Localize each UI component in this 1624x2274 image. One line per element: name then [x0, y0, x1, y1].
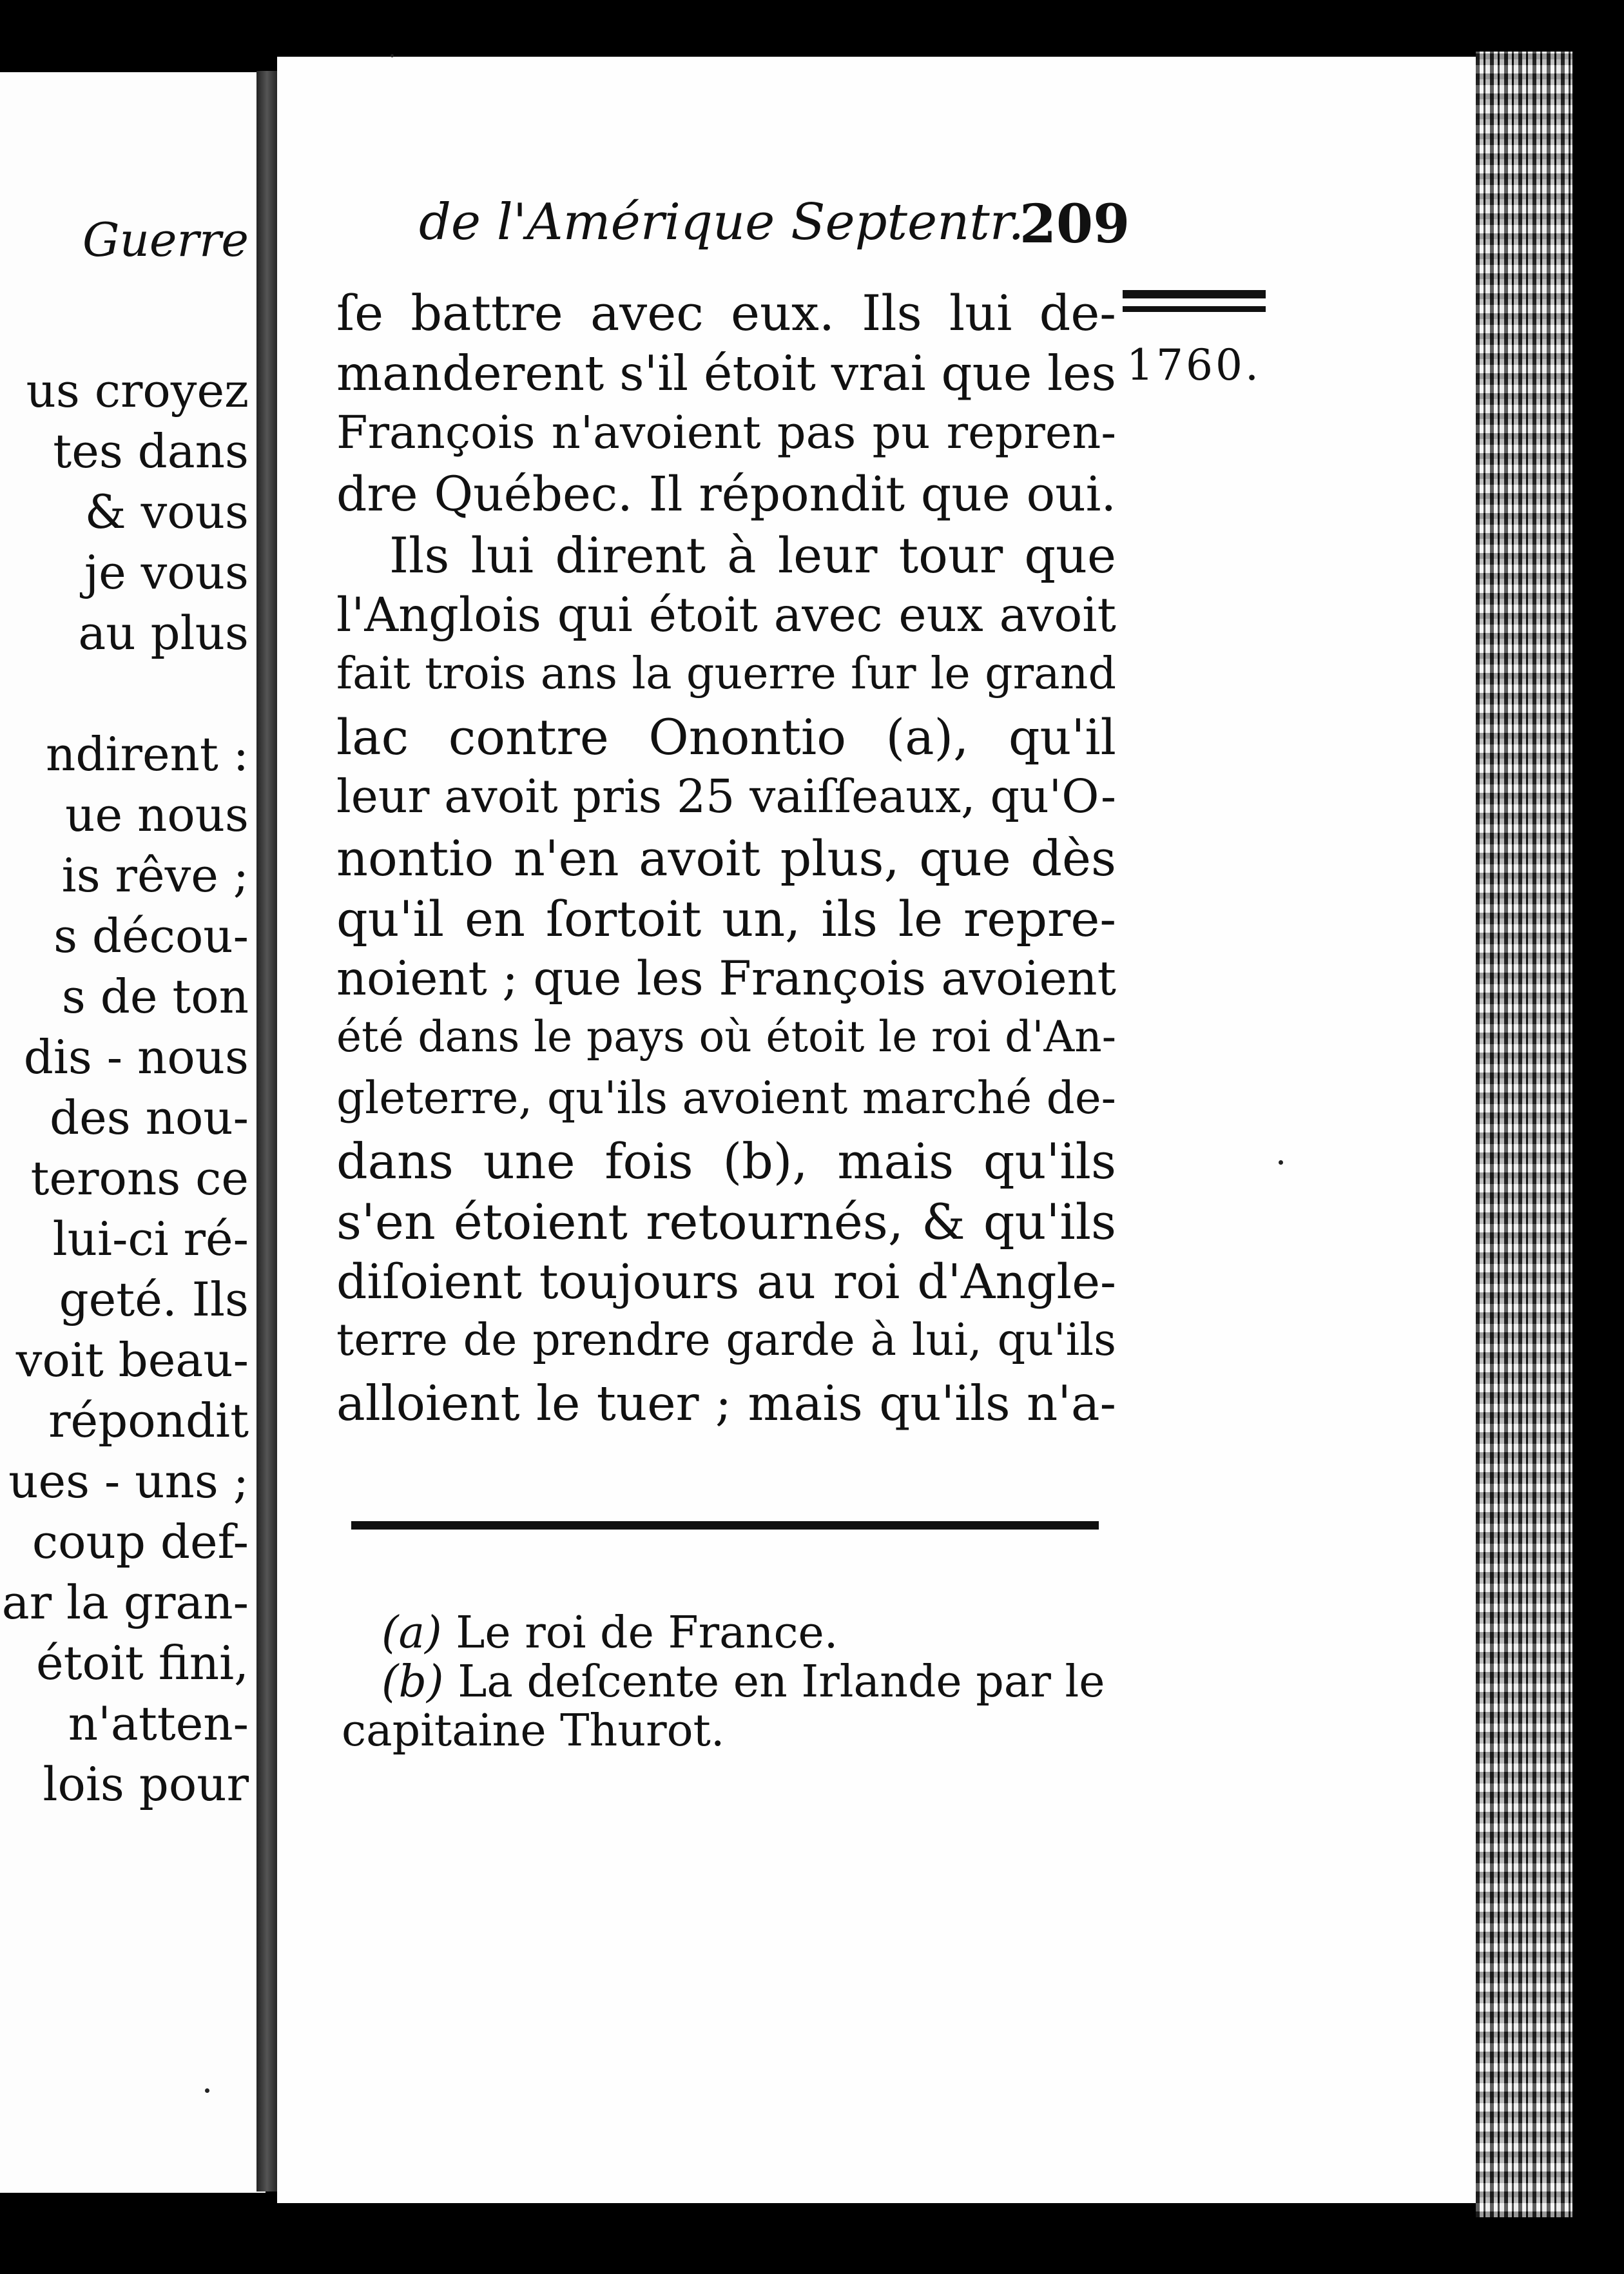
left-page-line: lois pour — [43, 1757, 249, 1811]
body-line: manderent s'il étoit vrai que les — [336, 345, 1116, 402]
body-line: terre de prendre garde à lui, qu'ils — [336, 1315, 1116, 1366]
left-page-line: au plus — [78, 606, 249, 660]
body-line: qu'il en ſortoit un, ils le repre- — [336, 890, 1116, 948]
footnote-b — [382, 1657, 1105, 1707]
left-page-line: dis - nous — [23, 1030, 249, 1084]
footnote-a — [382, 1608, 838, 1658]
left-page-line: tes dans — [53, 424, 249, 478]
left-page-line: coup def- — [32, 1515, 249, 1569]
body-line: Ils lui dirent à leur tour que — [389, 527, 1116, 584]
margin-year: 1760. — [1126, 340, 1261, 390]
body-line: François n'avoient pas pu repren- — [336, 406, 1116, 459]
body-line: gleterre, qu'ils avoient marché de- — [336, 1073, 1116, 1124]
body-line: noient ; que les François avoient — [336, 951, 1116, 1006]
left-page-line: des nou- — [50, 1091, 249, 1145]
body-line: nontio n'en avoit plus, que dès — [336, 830, 1116, 887]
body-line: l'Anglois qui étoit avec eux avoit — [336, 588, 1116, 643]
footnote-text: Le roi de France. — [456, 1608, 838, 1658]
footnote-mark: (b) — [382, 1657, 444, 1707]
left-page-line: ue nous — [65, 788, 249, 842]
body-line: s'en étoient retournés, & qu'ils — [336, 1193, 1116, 1250]
body-line: alloient le tuer ; mais qu'ils n'a- — [336, 1375, 1116, 1432]
body-line: dre Québec. Il répondit que oui. — [336, 467, 1116, 522]
footnote-rule — [351, 1521, 1099, 1530]
left-page-line: n'atten- — [68, 1696, 249, 1751]
left-page-line: is rêve ; — [61, 848, 249, 902]
body-line: fait trois ans la guerre ſur le grand — [336, 648, 1116, 699]
left-page-line: Guerre — [82, 213, 249, 267]
footnote-b-continued — [342, 1706, 725, 1756]
margin-rule — [1123, 290, 1266, 312]
left-page-line: voit beau- — [15, 1333, 249, 1387]
left-page-line: s décou- — [53, 909, 249, 963]
body-line: leur avoit pris 25 vaiſſeaux, qu'O- — [336, 770, 1116, 823]
footnote-text: capitaine Thurot. — [342, 1706, 725, 1756]
left-page-line: ues - uns ; — [8, 1454, 249, 1508]
left-page-line: ar la gran- — [1, 1575, 249, 1629]
body-line: lac contre Onontio (a), qu'il — [336, 708, 1116, 766]
body-line: diſoient toujours au roi d'Angle- — [336, 1254, 1116, 1310]
book-gutter — [256, 71, 280, 2191]
left-page-line: terons ce — [30, 1151, 249, 1205]
page-edge — [1476, 52, 1572, 2217]
page-number: 209 — [1020, 193, 1130, 255]
left-page — [0, 72, 266, 2193]
paper-speck — [391, 54, 394, 57]
footnote-text: La deſcente en Irlande par le — [458, 1657, 1105, 1707]
running-head: de l'Amérique Septentr. — [419, 193, 1025, 251]
body-line: dans une fois (b), mais qu'ils — [336, 1132, 1116, 1190]
left-page-line: je vous — [84, 545, 249, 599]
left-page-line: étoit fini, — [35, 1636, 249, 1690]
left-page-line: répondit — [48, 1394, 249, 1448]
left-page-line: s de ton — [61, 969, 249, 1024]
footnote-mark: (a) — [382, 1608, 442, 1658]
left-page-line: geté. Ils — [59, 1272, 249, 1326]
left-page-line: & vous — [84, 485, 249, 539]
paper-speck — [1279, 1160, 1283, 1165]
left-page-line: ndirent : — [46, 727, 249, 781]
paper-speck — [205, 2088, 209, 2093]
body-line: été dans le pays où étoit le roi d'An- — [336, 1012, 1116, 1062]
body-line: ſe battre avec eux. Ils lui de- — [336, 284, 1116, 342]
left-page-line: us croyez — [26, 364, 249, 418]
left-page-line: lui-ci ré- — [52, 1212, 249, 1266]
